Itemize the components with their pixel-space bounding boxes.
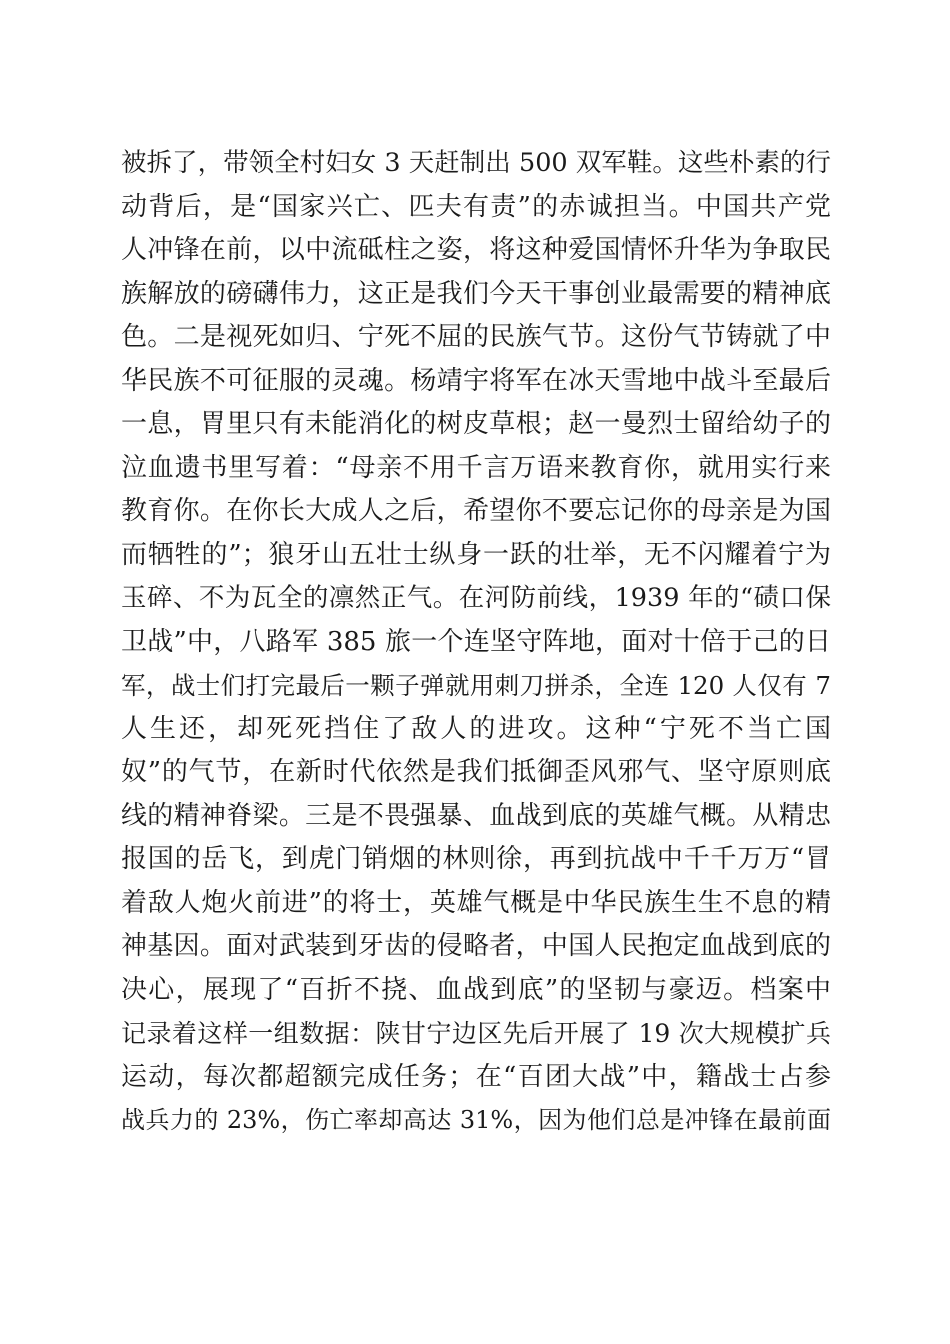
- text-line: 人冲锋在前，以中流砥柱之姿，将这种爱国情怀升华为争取民: [121, 235, 831, 265]
- text-line: 人生还，却死死挡住了敌人的进攻。这种“宁死不当亡国: [121, 713, 831, 744]
- text-line: 记录着这样一组数据：陕甘宁边区先后开展了 19 次大规模扩兵: [121, 1019, 831, 1048]
- text-line: 运动，每次都超额完成任务；在“百团大战”中，籍战士占参: [121, 1061, 831, 1092]
- text-line: 着敌人炮火前进”的将士，英雄气概是中华民族生生不息的精: [121, 887, 831, 918]
- text-line: 卫战”中，八路军 385 旅一个连坚守阵地，面对十倍于己的日: [121, 626, 831, 657]
- text-line: 战兵力的 23%，伤亡率却高达 31%，因为他们总是冲锋在最前面: [121, 1106, 831, 1134]
- text-line: 教育你。在你长大成人之后，希望你不要忘记你的母亲是为国: [121, 496, 831, 526]
- text-line: 一息，胃里只有未能消化的树皮草根；赵一曼烈士留给幼子的: [121, 409, 831, 439]
- text-line: 决心，展现了“百折不挠、血战到底”的坚韧与豪迈。档案中: [121, 974, 831, 1005]
- text-line: 被拆了，带领全村妇女 3 天赶制出 500 双军鞋。这些朴素的行: [121, 148, 831, 178]
- body-text: [121, 142, 831, 1143]
- text-line: 奴”的气节，在新时代依然是我们抵御歪风邪气、坚守原则底: [121, 757, 831, 787]
- text-line: 泣血遗书里写着：“母亲不用千言万语来教育你，就用实行来: [121, 452, 831, 483]
- text-line: 色。二是视死如归、宁死不屈的民族气节。这份气节铸就了中: [121, 322, 831, 352]
- text-line: 华民族不可征服的灵魂。杨靖宇将军在冰天雪地中战斗至最后: [121, 365, 831, 396]
- text-line: 报国的岳飞，到虎门销烟的林则徐，再到抗战中千千万万“冒: [121, 844, 831, 874]
- text-line: 玉碎、不为瓦全的凛然正气。在河防前线，1939 年的“碛口保: [121, 583, 831, 613]
- text-line: 军，战士们打完最后一颗子弹就用刺刀拼杀，全连 120 人仅有 7: [121, 671, 831, 700]
- text-line: 线的精神脊梁。三是不畏强暴、血战到底的英雄气概。从精忠: [121, 800, 831, 831]
- text-line: 而牺牲的”；狼牙山五壮士纵身一跃的壮举，无不闪耀着宁为: [121, 539, 831, 570]
- text-line: 族解放的磅礴伟力，这正是我们今天干事创业最需要的精神底: [121, 278, 831, 309]
- text-line: 神基因。面对武装到牙齿的侵略者，中国人民抱定血战到底的: [121, 931, 831, 961]
- text-line: 动背后，是“国家兴亡、匹夫有责”的赤诚担当。中国共产党: [121, 191, 831, 222]
